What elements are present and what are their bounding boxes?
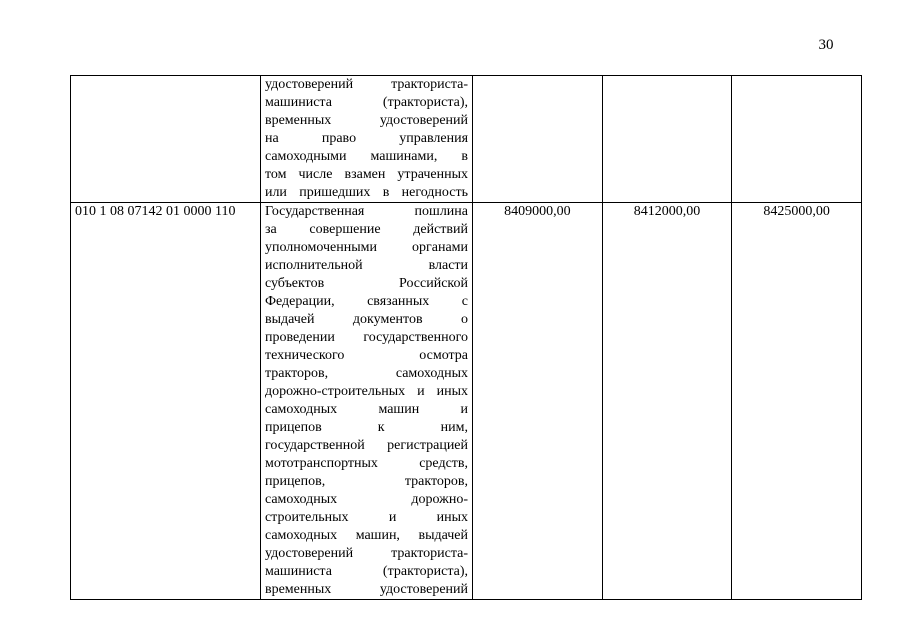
- description-line: субъектов Российской: [264, 276, 469, 291]
- description-line: временных удостоверений: [264, 113, 469, 128]
- description-line: машиниста (тракториста),: [264, 95, 469, 110]
- description-line: уполномоченными органами: [264, 240, 469, 255]
- amount-cell-2: 8412000,00: [602, 203, 732, 600]
- budget-code-cell: 010 1 08 07142 01 0000 110: [71, 203, 261, 600]
- description-line: самоходных дорожно-: [264, 492, 469, 507]
- description-line: или пришедших в негодность: [264, 185, 468, 200]
- description-line: строительных и иных: [264, 510, 469, 525]
- table-row: [71, 203, 862, 600]
- description-line: том числе взамен утраченных: [264, 167, 468, 182]
- description-line: временных удостоверений: [264, 582, 469, 597]
- description-line: мототранспортных средств,: [264, 456, 469, 471]
- description-line: Государственная пошлина: [264, 204, 469, 219]
- description-line: исполнительной власти: [264, 258, 469, 273]
- description-line: выдачей документов о: [264, 312, 468, 327]
- description-line: машиниста (тракториста),: [264, 564, 469, 579]
- table-row: [71, 76, 862, 203]
- description-line: тракторов, самоходных: [264, 366, 469, 381]
- description-line: самоходными машинами, в: [264, 149, 468, 164]
- amount-cell-3: [732, 76, 862, 203]
- budget-table: [70, 75, 862, 600]
- page-number: 30: [818, 37, 834, 53]
- description-line: самоходных машин, выдачей: [264, 528, 469, 543]
- description-line: прицепов, тракторов,: [264, 474, 469, 489]
- description-cell: [260, 76, 472, 203]
- description-line: государственной регистрацией: [264, 438, 469, 453]
- budget-code-cell: [71, 76, 261, 203]
- description-line: дорожно-строительных и иных: [264, 384, 469, 399]
- amount-cell-2: [602, 76, 732, 203]
- amount-cell-1: 8409000,00: [473, 203, 603, 600]
- amount-cell-1: [473, 76, 603, 203]
- description-line: самоходных машин и: [264, 402, 468, 417]
- description-line: технического осмотра: [264, 348, 469, 363]
- amount-cell-3: 8425000,00: [732, 203, 862, 600]
- description-line: прицепов к ним,: [264, 420, 468, 435]
- description-line: проведении государственного: [264, 330, 469, 345]
- description-line: Федерации, связанных с: [264, 294, 469, 309]
- description-line: удостоверений тракториста-: [264, 546, 469, 561]
- description-line: удостоверений тракториста-: [264, 77, 469, 92]
- description-cell: [260, 203, 472, 600]
- description-line: на право управления: [264, 131, 469, 146]
- description-line: за совершение действий: [264, 222, 468, 237]
